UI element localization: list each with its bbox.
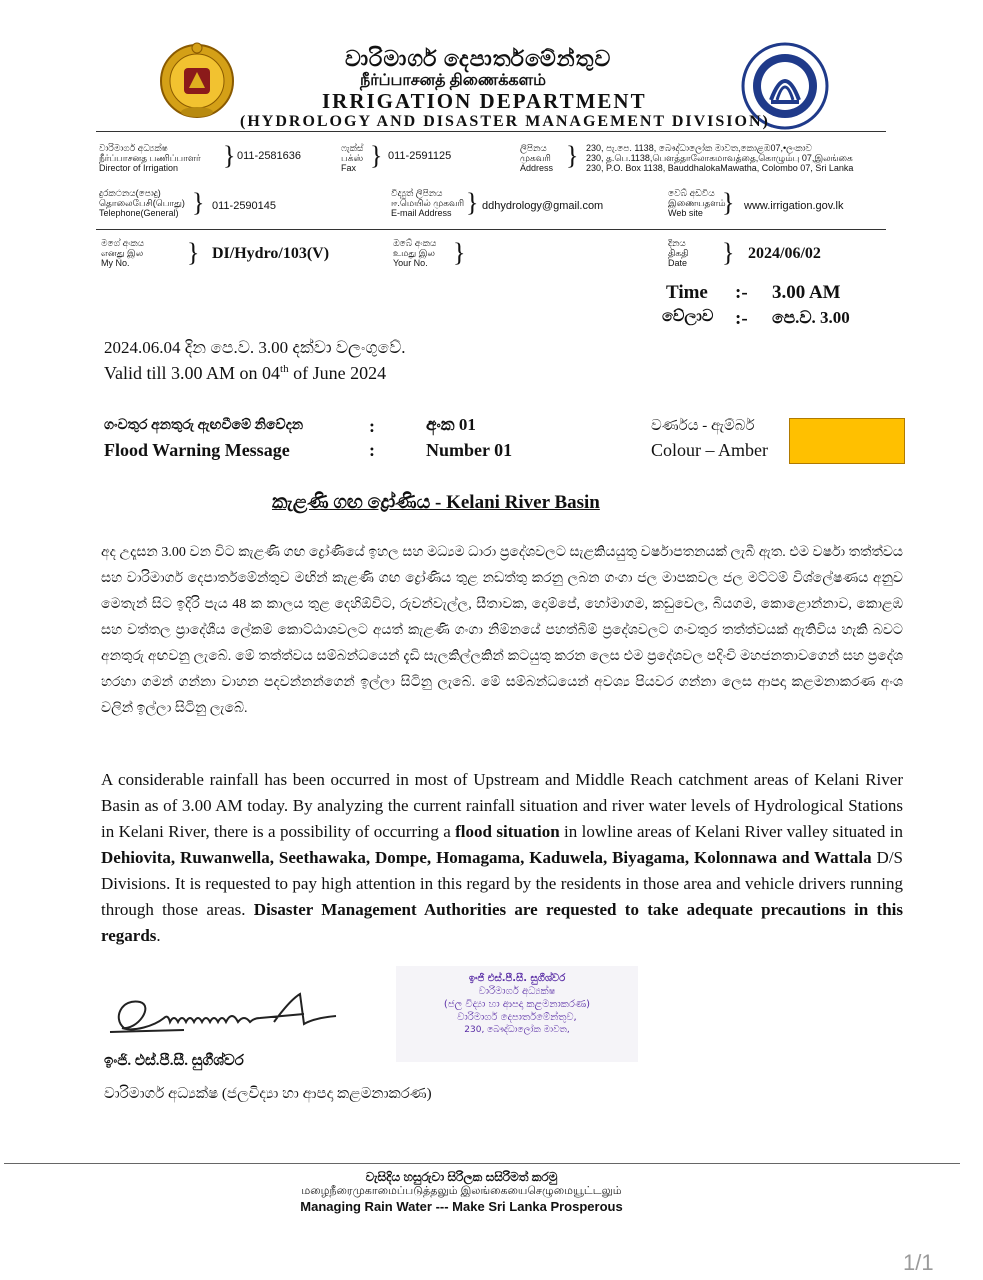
signatory-title: වාරිමාර්ග අධ්‍යක්ෂ (ජලවිද්‍යා හා ආපදා කළමනාකරණ) — [104, 1086, 432, 1102]
your-no-label: ඔබේ අංකය உமது இல Your No. — [393, 238, 437, 268]
director-brace: } — [223, 141, 236, 170]
website-label: වෙබ් අඩවිය இணையதளம் Web site — [668, 188, 726, 218]
validity-english: Valid till 3.00 AM on 04th of June 2024 — [104, 363, 387, 383]
title-tamil: நீர்ப்பாசனத் திணைக்களம் — [360, 72, 546, 89]
official-stamp — [396, 966, 638, 1062]
address-label: ලිපිනය முகவரி Address — [520, 143, 554, 173]
division-title: (HYDROLOGY AND DISASTER MANAGEMENT DIVISION) — [240, 113, 770, 130]
address-brace: } — [566, 141, 579, 170]
page-indicator: 1/1 — [903, 1250, 934, 1275]
time-value-si: පෙ.ව. 3.00 — [772, 308, 850, 327]
email-brace: } — [466, 188, 479, 217]
date-label: දිනය திகதி Date — [668, 238, 689, 268]
stamp-line-4: වාරිමාර්ග දෙපාර්තමේන්තුව, — [457, 1012, 577, 1023]
time-sep-si: :- — [735, 308, 748, 329]
telephone-label: දුරකථනය(පොදු) தொலைபேசி(பொது) Telephone(General) — [99, 188, 185, 218]
message-number-english: Number 01 — [426, 440, 513, 460]
message-sep-1: : — [369, 416, 375, 436]
fax-number: 011-2591125 — [388, 150, 452, 162]
message-sep-2: : — [369, 440, 375, 460]
sri-lanka-emblem — [158, 40, 236, 122]
my-no-value: DI/Hydro/103(V) — [212, 245, 330, 262]
message-label-english: Flood Warning Message — [104, 440, 290, 460]
handwritten-signature — [104, 988, 344, 1042]
stamp-line-2: වාරිමාර්ග අධ්‍යක්ෂ — [478, 986, 556, 997]
english-paragraph: A considerable rainfall has been occurred in most of Upstream and Middle Reach catchment areas of Kelani River Basin as of 3.00 AM today. By analyzing the current rainfall situation and river water levels of Hydrological Stations in Kelani River, there is a possibility of occurring a flood situation in lowline areas of Kelani River valley situated in Dehiovita, Ruwanwella, Seethawaka, Dompe, Homagama, Kaduwela, Biyagama, Kolonnawa and Wattala D/S Divisions. It is requested to pay high attention in this regard by the residents in those area and vehicle drivers running through those areas. Disaster Management Authorities are requested to take adequate precautions in this regards. — [101, 770, 903, 945]
address-value: 230, පැ.පෙ. 1138, බෞද්ධාලෝක මාවත,කොළඹ07,•ලංකාව 230, த.பெ.1138,பௌத்தாலோகமாவத்தை,கொழும்பு 07,இலங்கை 230, P.O. Box 1138, BauddhalokaMawatha, Colombo 07, Sri Lanka — [586, 143, 854, 173]
colour-label-sinhala: වර්ණය - ඇම්බර් — [651, 418, 755, 434]
contacts-rule — [96, 229, 886, 230]
time-label-en: Time — [666, 282, 708, 303]
stamp-line-3: (ජල විද්‍යා හා ආපදා කළමනාකරණ) — [443, 999, 591, 1010]
website-url[interactable]: www.irrigation.gov.lk — [744, 200, 844, 212]
message-label-sinhala: ගංවතුර අනතුරු ඇඟවීමේ නිවේදන — [104, 418, 304, 433]
email-label: විද්‍යුත් ලිපිනය ஈ.மெயில் முகவரி E-mail Address — [391, 188, 465, 218]
time-sep-en: :- — [735, 282, 748, 303]
title-english: IRRIGATION DEPARTMENT — [322, 89, 647, 113]
footer-tamil: மழைநீரைமுகாமைப்படுத்தலும் இலங்கையைசெழுமையூட்டலும் — [301, 1185, 622, 1197]
fax-label: ෆැක්ස් பக்ஸ் Fax — [341, 143, 364, 173]
stamp-line-1: ඉංජි එස්.පී.සී. සුගීශ්වර — [468, 973, 566, 984]
stamp-line-5: 230, බෞද්ධාලෝක මාවත, — [464, 1025, 570, 1035]
date-brace: } — [722, 238, 735, 267]
basin-title: කැළණි ගඟ ද්‍රෝණිය - Kelani River Basin — [272, 492, 600, 513]
director-phone: 011-2581636 — [237, 150, 302, 162]
website-brace: } — [722, 188, 735, 217]
footer-rule — [4, 1163, 960, 1164]
time-value-en: 3.00 AM — [772, 282, 841, 303]
director-label: වාරිමාර්ග අධ්‍යක්ෂ நீர்ப்பாசனத பணிப்பாளர் Director of Irrigation — [99, 143, 201, 173]
title-sinhala: වාරිමාර්ග දෙපාර්තමේන්තුව — [345, 46, 612, 71]
telephone-brace: } — [192, 188, 205, 217]
my-no-label: මගේ අංකය எனது இல My No. — [101, 238, 145, 268]
fax-brace: } — [370, 141, 383, 170]
email-address[interactable]: ddhydrology@gmail.com — [482, 200, 604, 212]
message-number-sinhala: අංක 01 — [426, 415, 476, 434]
date-value: 2024/06/02 — [748, 245, 821, 262]
footer-sinhala: වැසිදිය හසුරුවා සිරිලක සසිරිමත් කරමු — [365, 1170, 558, 1184]
time-label-si: වේලාව — [662, 308, 714, 325]
your-no-brace: } — [453, 238, 466, 267]
amber-colour-swatch — [789, 418, 905, 464]
colour-label-english: Colour – Amber — [651, 440, 768, 460]
validity-sinhala: 2024.06.04 දින පෙ.ව. 3.00 දක්වා වලංගුවේ. — [104, 338, 406, 357]
sinhala-paragraph: අද උදෑසන 3.00 වන විට කැළණි ගඟ ද්‍රෝණියේ ඉහල සහ මධ්‍යම ධාරා ප්‍රදේශවලට සැළකියයුතු වර්ෂාපතනයක් ලැබී ඇත. එම වර්ෂා තත්ත්වය සහ වාරිමාර්ග දෙපාර්තමේන්තුව මඟින් කැළණි ගඟ ද්‍රෝණිය තුළ නඩත්තු කරනු ලබන ගංගා ජල මාපකවල ජල මට්ටම් විශ්ලේෂණය අනුව මෙතැන් සිට ඉදිරි පැය 48 ක කාලය තුළ දෙහිඕවිට, රුවන්වැල්ල, සීතාවක, දොම්පේ, හෝමාගම, කඩුවෙල, බියගම, කොළොන්නාව, කොළඹ සහ වත්තල ප්‍රාදේශීය ලේකම් කොට්ඨාශවලට අයත් කැළණි ගංගා නිම්නයේ පහත්බිම් ප්‍රදේශවලට ගංවතුර තත්ත්වයක් ඇතිවිය හැකි බවට අනතුරු අඟවනු ලැබේ. මේ තත්ත්වය සම්බන්ධයෙන් දැඩි සැලකිල්ලකින් කටයුතු කරන ලෙස එම ප්‍රදේශවල පදිංචි මහජනතාවගෙන් සහ ප්‍රදේශ හරහා ගමන් ගන්නා වාහන පදවන්නන්ගෙන් ඉල්ලා සිටිනු ලැබේ. මේ සම්බන්ධයෙන් අවශ්‍ය පියවර ගන්නා ලෙස ආපදා කළමනාකරණ අංශ වලින් ඉල්ලා සිටිනු ලැබේ. — [101, 545, 903, 716]
signatory-name: ඉංජි. එස්.පී.සී. සුගීශ්වර — [104, 1053, 244, 1069]
header-rule — [96, 131, 886, 132]
telephone-number: 011-2590145 — [212, 200, 277, 212]
footer-english: Managing Rain Water --- Make Sri Lanka Prosperous — [300, 1199, 623, 1214]
my-no-brace: } — [187, 238, 200, 267]
